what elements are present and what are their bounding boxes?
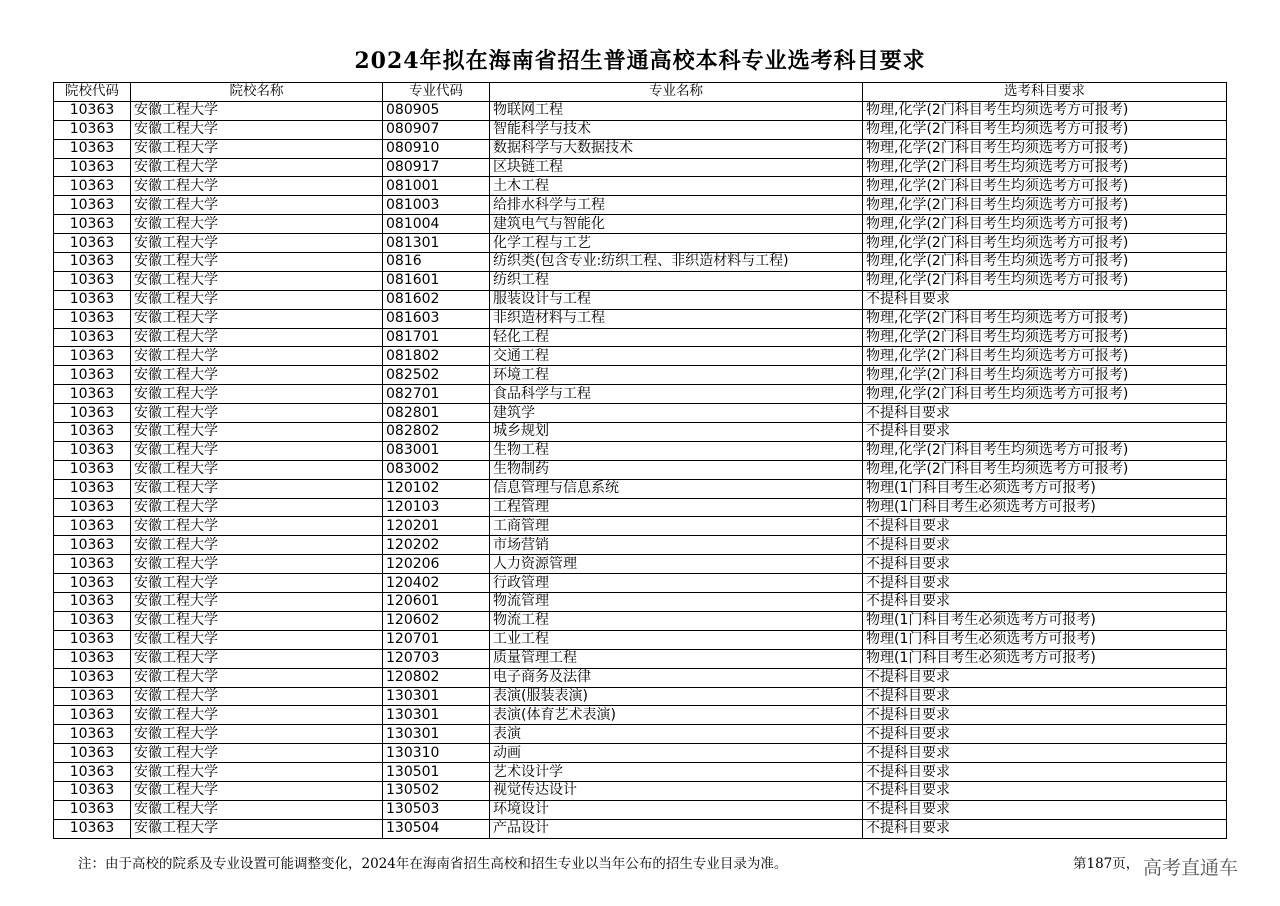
table-row <box>54 177 1227 196</box>
school-name-cell: 安徽工程大学 <box>131 158 383 177</box>
school-name-cell: 安徽工程大学 <box>131 479 383 498</box>
major-code-cell: 130502 <box>383 781 490 800</box>
requirement-cell: 物理,化学(2门科目考生均须选考方可报考) <box>863 215 1227 234</box>
school-code-cell: 10363 <box>54 309 131 328</box>
table-row <box>54 706 1227 725</box>
table-row <box>54 366 1227 385</box>
major-name-cell: 环境工程 <box>490 366 863 385</box>
school-name-cell: 安徽工程大学 <box>131 498 383 517</box>
major-code-cell: 120802 <box>383 668 490 687</box>
requirement-cell: 物理,化学(2门科目考生均须选考方可报考) <box>863 177 1227 196</box>
school-name-cell: 安徽工程大学 <box>131 800 383 819</box>
table-row <box>54 593 1227 612</box>
major-code-cell: 081301 <box>383 234 490 253</box>
requirement-cell: 物理(1门科目考生必须选考方可报考) <box>863 498 1227 517</box>
requirement-cell: 物理,化学(2门科目考生均须选考方可报考) <box>863 328 1227 347</box>
major-name-cell: 物流管理 <box>490 593 863 612</box>
table-row <box>54 763 1227 782</box>
school-code-cell: 10363 <box>54 611 131 630</box>
school-code-cell: 10363 <box>54 668 131 687</box>
school-name-cell: 安徽工程大学 <box>131 649 383 668</box>
requirement-cell: 不提科目要求 <box>863 423 1227 442</box>
table-row <box>54 441 1227 460</box>
major-name-cell: 物流工程 <box>490 611 863 630</box>
requirement-cell: 不提科目要求 <box>863 800 1227 819</box>
major-code-cell: 081603 <box>383 309 490 328</box>
table-row <box>54 404 1227 423</box>
requirement-cell: 不提科目要求 <box>863 517 1227 536</box>
school-code-cell: 10363 <box>54 328 131 347</box>
major-code-cell: 081602 <box>383 290 490 309</box>
school-code-cell: 10363 <box>54 234 131 253</box>
header-school-code: 院校代码 <box>54 83 131 102</box>
table-row <box>54 517 1227 536</box>
requirement-cell: 不提科目要求 <box>863 781 1227 800</box>
major-name-cell: 表演(体育艺术表演) <box>490 706 863 725</box>
page-number: 第187页， <box>1073 856 1140 872</box>
major-name-cell: 给排水科学与工程 <box>490 196 863 215</box>
requirement-cell: 物理,化学(2门科目考生均须选考方可报考) <box>863 441 1227 460</box>
school-code-cell: 10363 <box>54 517 131 536</box>
school-name-cell: 安徽工程大学 <box>131 441 383 460</box>
table-row <box>54 800 1227 819</box>
major-code-cell: 130503 <box>383 800 490 819</box>
requirement-cell: 物理,化学(2门科目考生均须选考方可报考) <box>863 234 1227 253</box>
school-name-cell: 安徽工程大学 <box>131 574 383 593</box>
major-name-cell: 人力资源管理 <box>490 555 863 574</box>
major-code-cell: 130501 <box>383 763 490 782</box>
table-row <box>54 479 1227 498</box>
table-row <box>54 385 1227 404</box>
table-row <box>54 574 1227 593</box>
school-code-cell: 10363 <box>54 706 131 725</box>
school-code-cell: 10363 <box>54 555 131 574</box>
school-code-cell: 10363 <box>54 819 131 838</box>
major-code-cell: 080907 <box>383 120 490 139</box>
requirement-cell: 不提科目要求 <box>863 536 1227 555</box>
requirement-cell: 物理,化学(2门科目考生均须选考方可报考) <box>863 253 1227 272</box>
major-name-cell: 信息管理与信息系统 <box>490 479 863 498</box>
major-code-cell: 082801 <box>383 404 490 423</box>
major-code-cell: 120701 <box>383 630 490 649</box>
major-code-cell: 120402 <box>383 574 490 593</box>
requirement-cell: 物理,化学(2门科目考生均须选考方可报考) <box>863 101 1227 120</box>
page-title: 2024年拟在海南省招生普通高校本科专业选考科目要求 <box>354 48 926 74</box>
requirement-cell: 物理,化学(2门科目考生均须选考方可报考) <box>863 385 1227 404</box>
table-row <box>54 649 1227 668</box>
table-row <box>54 498 1227 517</box>
header-subject-requirement: 选考科目要求 <box>863 83 1227 102</box>
requirement-cell: 不提科目要求 <box>863 404 1227 423</box>
school-code-cell: 10363 <box>54 196 131 215</box>
major-code-cell: 083001 <box>383 441 490 460</box>
watermark: 高考直通车 <box>1143 857 1239 879</box>
major-name-cell: 市场营销 <box>490 536 863 555</box>
table-row <box>54 120 1227 139</box>
school-code-cell: 10363 <box>54 177 131 196</box>
table-body <box>54 101 1227 838</box>
major-name-cell: 生物制药 <box>490 460 863 479</box>
school-name-cell: 安徽工程大学 <box>131 234 383 253</box>
school-code-cell: 10363 <box>54 271 131 290</box>
requirement-cell: 不提科目要求 <box>863 725 1227 744</box>
major-name-cell: 纺织类(包含专业:纺织工程、非织造材料与工程) <box>490 253 863 272</box>
major-name-cell: 艺术设计学 <box>490 763 863 782</box>
major-code-cell: 130310 <box>383 744 490 763</box>
major-code-cell: 081004 <box>383 215 490 234</box>
school-code-cell: 10363 <box>54 404 131 423</box>
major-name-cell: 工业工程 <box>490 630 863 649</box>
table-row <box>54 139 1227 158</box>
school-name-cell: 安徽工程大学 <box>131 120 383 139</box>
requirement-cell: 不提科目要求 <box>863 290 1227 309</box>
school-name-cell: 安徽工程大学 <box>131 385 383 404</box>
major-code-cell: 130301 <box>383 725 490 744</box>
table-row <box>54 271 1227 290</box>
major-name-cell: 区块链工程 <box>490 158 863 177</box>
school-code-cell: 10363 <box>54 498 131 517</box>
major-name-cell: 产品设计 <box>490 819 863 838</box>
requirement-cell: 物理,化学(2门科目考生均须选考方可报考) <box>863 460 1227 479</box>
table-row <box>54 744 1227 763</box>
school-code-cell: 10363 <box>54 479 131 498</box>
major-code-cell: 082502 <box>383 366 490 385</box>
requirement-cell: 物理(1门科目考生必须选考方可报考) <box>863 649 1227 668</box>
school-code-cell: 10363 <box>54 536 131 555</box>
requirement-cell: 物理,化学(2门科目考生均须选考方可报考) <box>863 120 1227 139</box>
major-code-cell: 080917 <box>383 158 490 177</box>
school-name-cell: 安徽工程大学 <box>131 687 383 706</box>
school-code-cell: 10363 <box>54 744 131 763</box>
major-code-cell: 120601 <box>383 593 490 612</box>
major-code-cell: 120103 <box>383 498 490 517</box>
major-name-cell: 动画 <box>490 744 863 763</box>
table-row <box>54 196 1227 215</box>
table-row <box>54 423 1227 442</box>
table-row <box>54 630 1227 649</box>
school-name-cell: 安徽工程大学 <box>131 404 383 423</box>
major-name-cell: 工商管理 <box>490 517 863 536</box>
major-name-cell: 数据科学与大数据技术 <box>490 139 863 158</box>
header-major-name: 专业名称 <box>490 83 863 102</box>
school-name-cell: 安徽工程大学 <box>131 253 383 272</box>
table-row <box>54 253 1227 272</box>
major-name-cell: 工程管理 <box>490 498 863 517</box>
school-name-cell: 安徽工程大学 <box>131 630 383 649</box>
table-row <box>54 215 1227 234</box>
table-row <box>54 725 1227 744</box>
table-row <box>54 781 1227 800</box>
major-code-cell: 081601 <box>383 271 490 290</box>
major-name-cell: 生物工程 <box>490 441 863 460</box>
major-name-cell: 食品科学与工程 <box>490 385 863 404</box>
table-row <box>54 328 1227 347</box>
table-row <box>54 460 1227 479</box>
table-row <box>54 536 1227 555</box>
major-code-cell: 082802 <box>383 423 490 442</box>
major-name-cell: 交通工程 <box>490 347 863 366</box>
school-code-cell: 10363 <box>54 460 131 479</box>
school-code-cell: 10363 <box>54 630 131 649</box>
school-name-cell: 安徽工程大学 <box>131 366 383 385</box>
major-code-cell: 130504 <box>383 819 490 838</box>
major-name-cell: 建筑学 <box>490 404 863 423</box>
table-row <box>54 668 1227 687</box>
school-name-cell: 安徽工程大学 <box>131 593 383 612</box>
school-code-cell: 10363 <box>54 215 131 234</box>
table-row <box>54 290 1227 309</box>
school-code-cell: 10363 <box>54 290 131 309</box>
requirement-cell: 不提科目要求 <box>863 819 1227 838</box>
major-code-cell: 081001 <box>383 177 490 196</box>
school-code-cell: 10363 <box>54 441 131 460</box>
major-name-cell: 表演(服装表演) <box>490 687 863 706</box>
school-name-cell: 安徽工程大学 <box>131 423 383 442</box>
subject-requirements-table <box>53 82 1227 839</box>
school-name-cell: 安徽工程大学 <box>131 781 383 800</box>
requirement-cell: 物理(1门科目考生必须选考方可报考) <box>863 630 1227 649</box>
major-code-cell: 120102 <box>383 479 490 498</box>
requirement-cell: 不提科目要求 <box>863 763 1227 782</box>
school-code-cell: 10363 <box>54 725 131 744</box>
requirement-cell: 物理(1门科目考生必须选考方可报考) <box>863 479 1227 498</box>
major-code-cell: 130301 <box>383 687 490 706</box>
major-name-cell: 视觉传达设计 <box>490 781 863 800</box>
school-code-cell: 10363 <box>54 763 131 782</box>
school-code-cell: 10363 <box>54 101 131 120</box>
major-name-cell: 城乡规划 <box>490 423 863 442</box>
table-row <box>54 309 1227 328</box>
major-name-cell: 非织造材料与工程 <box>490 309 863 328</box>
school-name-cell: 安徽工程大学 <box>131 706 383 725</box>
major-code-cell: 081003 <box>383 196 490 215</box>
major-code-cell: 120206 <box>383 555 490 574</box>
major-code-cell: 130301 <box>383 706 490 725</box>
major-code-cell: 120602 <box>383 611 490 630</box>
major-code-cell: 120202 <box>383 536 490 555</box>
school-name-cell: 安徽工程大学 <box>131 763 383 782</box>
major-name-cell: 建筑电气与智能化 <box>490 215 863 234</box>
table-row <box>54 234 1227 253</box>
requirement-cell: 不提科目要求 <box>863 593 1227 612</box>
requirement-cell: 物理,化学(2门科目考生均须选考方可报考) <box>863 309 1227 328</box>
school-name-cell: 安徽工程大学 <box>131 101 383 120</box>
major-code-cell: 083002 <box>383 460 490 479</box>
table-row <box>54 101 1227 120</box>
major-name-cell: 电子商务及法律 <box>490 668 863 687</box>
school-name-cell: 安徽工程大学 <box>131 290 383 309</box>
major-code-cell: 080910 <box>383 139 490 158</box>
requirement-cell: 不提科目要求 <box>863 668 1227 687</box>
school-name-cell: 安徽工程大学 <box>131 177 383 196</box>
school-code-cell: 10363 <box>54 366 131 385</box>
school-code-cell: 10363 <box>54 120 131 139</box>
school-name-cell: 安徽工程大学 <box>131 668 383 687</box>
school-name-cell: 安徽工程大学 <box>131 819 383 838</box>
major-name-cell: 环境设计 <box>490 800 863 819</box>
requirement-cell: 不提科目要求 <box>863 687 1227 706</box>
requirement-cell: 不提科目要求 <box>863 555 1227 574</box>
major-name-cell: 轻化工程 <box>490 328 863 347</box>
requirement-cell: 不提科目要求 <box>863 574 1227 593</box>
major-name-cell: 行政管理 <box>490 574 863 593</box>
school-code-cell: 10363 <box>54 347 131 366</box>
requirement-cell: 物理,化学(2门科目考生均须选考方可报考) <box>863 271 1227 290</box>
major-name-cell: 表演 <box>490 725 863 744</box>
school-code-cell: 10363 <box>54 649 131 668</box>
school-name-cell: 安徽工程大学 <box>131 271 383 290</box>
major-code-cell: 081701 <box>383 328 490 347</box>
major-name-cell: 化学工程与工艺 <box>490 234 863 253</box>
school-code-cell: 10363 <box>54 423 131 442</box>
major-name-cell: 土木工程 <box>490 177 863 196</box>
major-code-cell: 081802 <box>383 347 490 366</box>
school-code-cell: 10363 <box>54 574 131 593</box>
school-name-cell: 安徽工程大学 <box>131 309 383 328</box>
school-code-cell: 10363 <box>54 253 131 272</box>
school-code-cell: 10363 <box>54 385 131 404</box>
table-row <box>54 687 1227 706</box>
school-name-cell: 安徽工程大学 <box>131 460 383 479</box>
school-name-cell: 安徽工程大学 <box>131 725 383 744</box>
requirement-cell: 物理,化学(2门科目考生均须选考方可报考) <box>863 196 1227 215</box>
major-code-cell: 120201 <box>383 517 490 536</box>
school-code-cell: 10363 <box>54 800 131 819</box>
major-code-cell: 080905 <box>383 101 490 120</box>
school-name-cell: 安徽工程大学 <box>131 328 383 347</box>
major-name-cell: 服装设计与工程 <box>490 290 863 309</box>
header-major-code: 专业代码 <box>383 83 490 102</box>
table-row <box>54 611 1227 630</box>
school-name-cell: 安徽工程大学 <box>131 196 383 215</box>
table-header-row <box>54 83 1227 102</box>
requirement-cell: 不提科目要求 <box>863 744 1227 763</box>
major-name-cell: 物联网工程 <box>490 101 863 120</box>
requirement-cell: 物理,化学(2门科目考生均须选考方可报考) <box>863 347 1227 366</box>
requirement-cell: 物理,化学(2门科目考生均须选考方可报考) <box>863 139 1227 158</box>
requirement-cell: 物理(1门科目考生必须选考方可报考) <box>863 611 1227 630</box>
requirement-cell: 不提科目要求 <box>863 706 1227 725</box>
school-name-cell: 安徽工程大学 <box>131 347 383 366</box>
requirement-cell: 物理,化学(2门科目考生均须选考方可报考) <box>863 158 1227 177</box>
school-name-cell: 安徽工程大学 <box>131 611 383 630</box>
footer-note: 注：由于高校的院系及专业设置可能调整变化，2024年在海南省招生高校和招生专业以当年公布的招生专业目录为准。 <box>78 856 788 872</box>
school-code-cell: 10363 <box>54 158 131 177</box>
major-code-cell: 120703 <box>383 649 490 668</box>
major-name-cell: 纺织工程 <box>490 271 863 290</box>
table-row <box>54 819 1227 838</box>
school-name-cell: 安徽工程大学 <box>131 744 383 763</box>
header-school-name: 院校名称 <box>131 83 383 102</box>
school-name-cell: 安徽工程大学 <box>131 555 383 574</box>
table-row <box>54 347 1227 366</box>
school-name-cell: 安徽工程大学 <box>131 215 383 234</box>
requirement-cell: 物理,化学(2门科目考生均须选考方可报考) <box>863 366 1227 385</box>
school-name-cell: 安徽工程大学 <box>131 517 383 536</box>
major-code-cell: 0816 <box>383 253 490 272</box>
school-name-cell: 安徽工程大学 <box>131 536 383 555</box>
table-row <box>54 555 1227 574</box>
school-code-cell: 10363 <box>54 781 131 800</box>
major-name-cell: 智能科学与技术 <box>490 120 863 139</box>
school-code-cell: 10363 <box>54 139 131 158</box>
school-code-cell: 10363 <box>54 593 131 612</box>
major-code-cell: 082701 <box>383 385 490 404</box>
school-name-cell: 安徽工程大学 <box>131 139 383 158</box>
school-code-cell: 10363 <box>54 687 131 706</box>
table-row <box>54 158 1227 177</box>
major-name-cell: 质量管理工程 <box>490 649 863 668</box>
